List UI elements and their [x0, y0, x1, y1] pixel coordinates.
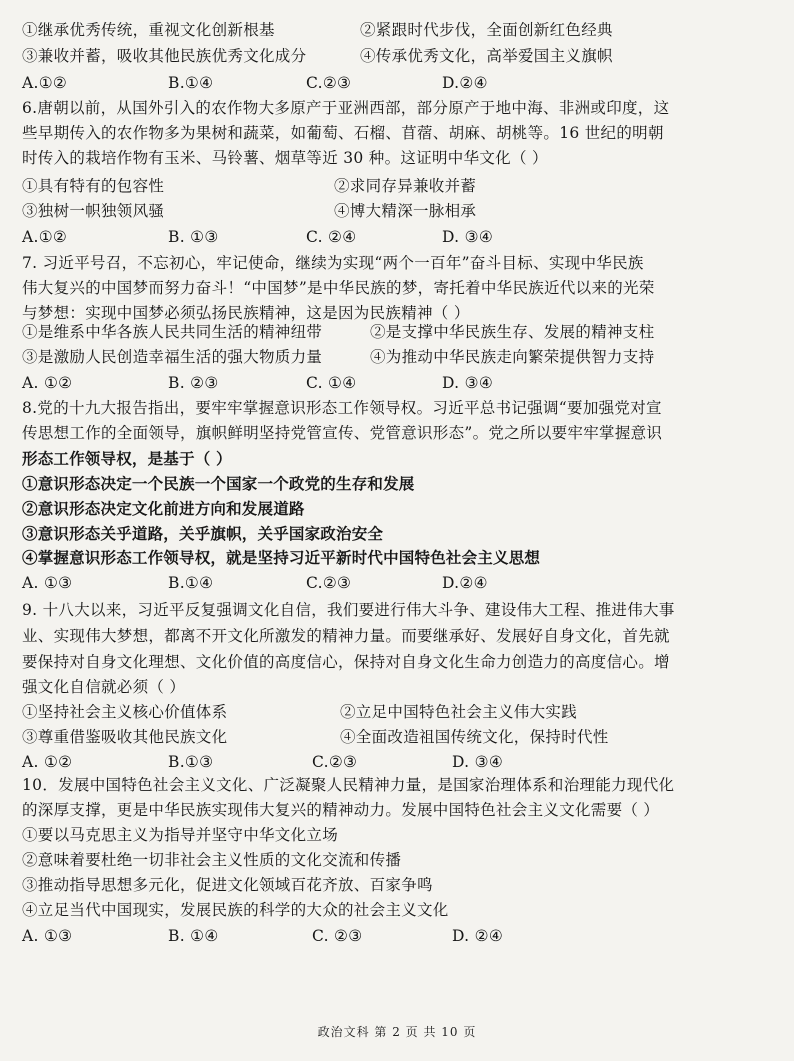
q9-option-d: D. ③④ — [452, 753, 504, 771]
q9-option-b: B.①③ — [168, 753, 214, 771]
q9-stem-line-3: 要保持对自身文化理想、文化价值的高度信心，保持对自身文化生命力创造力的高度信心。增 — [22, 653, 670, 671]
q10-option-a: A. ①③ — [22, 927, 73, 945]
q5-statement-2: ②紧跟时代步伐，全面创新红色经典 — [360, 21, 613, 39]
q6-option-d: D. ③④ — [442, 228, 494, 246]
q9-stem-line-2: 业、实现伟大梦想，都离不开文化所激发的精神力量。而要继承好、发展好自身文化，首先就 — [22, 627, 670, 645]
q10-statement-1: ①要以马克思主义为指导并坚守中华文化立场 — [22, 826, 339, 844]
q5-row-1 — [22, 20, 613, 40]
q10-option-b: B. ①④ — [168, 927, 219, 945]
q8-stem-line-3: 形态工作领导权，是基于（ ） — [22, 449, 232, 468]
q9-statement-2: ②立足中国特色社会主义伟大实践 — [340, 703, 578, 721]
q8-option-c: C.②③ — [306, 574, 352, 592]
q5-option-b: B.①④ — [168, 74, 214, 92]
q5-option-d: D.②④ — [442, 74, 488, 92]
q8-option-a: A. ①③ — [22, 574, 73, 592]
q9-stem-line-1: 9. 十八大以来，习近平反复强调文化自信，我们要进行伟大斗争、建设伟大工程、推进伟大事 — [22, 601, 675, 619]
q6-row-2 — [22, 201, 477, 221]
q6-option-c: C. ②④ — [306, 228, 357, 246]
q5-statement-1: ①继承优秀传统，重视文化创新根基 — [22, 21, 275, 39]
q10-statement-4: ④立足当代中国现实，发展民族的科学的大众的社会主义文化 — [22, 901, 449, 919]
q7-row-2 — [22, 347, 655, 367]
q7-stem-line-3: 与梦想：实现中国梦必须弘扬民族精神，这是因为民族精神（ ） — [22, 304, 470, 322]
q10-stem-line-2: 的深厚支撑，更是中华民族实现伟大复兴的精神动力。发展中国特色社会主义文化需要（ ） — [22, 801, 660, 819]
q8-stem-line-2: 传思想工作的全面领导，旗帜鲜明坚持党管宣传、党管意识形态”。党之所以要牢牢掌握意识 — [22, 424, 663, 442]
q6-stem-line-2: 些早期传入的农作物多为果树和蔬菜，如葡萄、石榴、苜蓿、胡麻、胡桃等。16 世纪的明朝 — [22, 124, 664, 142]
q9-row-2 — [22, 727, 609, 747]
q7-statement-3: ③是激励人民创造幸福生活的强大物质力量 — [22, 348, 323, 366]
q6-stem-line-3: 时传入的栽培作物有玉米、马铃薯、烟草等近 30 种。这证明中华文化（ ） — [22, 149, 548, 167]
q5-option-c: C.②③ — [306, 74, 352, 92]
q5-row-2 — [22, 46, 613, 66]
q7-option-b: B. ②③ — [168, 374, 219, 392]
q6-statement-2: ②求同存异兼收并蓄 — [334, 177, 477, 195]
q7-statement-1: ①是维系中华各族人民共同生活的精神纽带 — [22, 323, 323, 341]
q6-option-b: B. ①③ — [168, 228, 219, 246]
q10-option-d: D. ②④ — [452, 927, 504, 945]
q7-option-c: C. ①④ — [306, 374, 357, 392]
q6-statement-3: ③独树一帜独领风骚 — [22, 202, 165, 220]
q10-statement-3: ③推动指导思想多元化，促进文化领域百花齐放、百家争鸣 — [22, 876, 433, 894]
q8-statement-3: ③意识形态关乎道路，关乎旗帜，关乎国家政治安全 — [22, 524, 384, 543]
q8-stem-line-1: 8.党的十九大报告指出，要牢牢掌握意识形态工作领导权。习近平总书记强调“要加强党对宣 — [22, 399, 662, 417]
q8-option-d: D.②④ — [442, 574, 488, 592]
q10-option-c: C. ②③ — [312, 927, 363, 945]
q9-statement-1: ①坚持社会主义核心价值体系 — [22, 703, 228, 721]
q9-stem-line-4: 强文化自信就必须（ ） — [22, 678, 186, 696]
q5-statement-4: ④传承优秀文化，高举爱国主义旗帜 — [360, 47, 613, 65]
q6-row-1 — [22, 176, 477, 196]
q6-stem-line-1: 6.唐朝以前，从国外引入的农作物大多原产于亚洲西部，部分原产于地中海、非洲或印度，这 — [22, 99, 670, 117]
q7-stem-line-2: 伟大复兴的中国梦而努力奋斗！“中国梦”是中华民族的梦，寄托着中华民族近代以来的光荣 — [22, 279, 655, 297]
page-footer: 政治文科 第 2 页 共 10 页 — [317, 1025, 477, 1039]
q9-row-1 — [22, 702, 578, 722]
q5-statement-3: ③兼收并蓄，吸收其他民族优秀文化成分 — [22, 47, 307, 65]
q5-option-a: A.①② — [22, 74, 68, 92]
q7-option-a: A. ①② — [22, 374, 73, 392]
q7-row-1 — [22, 322, 655, 342]
q6-statement-4: ④博大精深一脉相承 — [334, 202, 477, 220]
q7-stem-line-1: 7. 习近平号召，不忘初心，牢记使命，继续为实现“两个一百年”奋斗目标、实现中华民族 — [22, 254, 644, 272]
q8-statement-2: ②意识形态决定文化前进方向和发展道路 — [22, 499, 305, 518]
q9-statement-4: ④全面改造祖国传统文化，保持时代性 — [340, 728, 609, 746]
q6-statement-1: ①具有特有的包容性 — [22, 177, 165, 195]
q8-statement-4: ④掌握意识形态工作领导权，就是坚持习近平新时代中国特色社会主义思想 — [22, 548, 541, 567]
q10-statement-2: ②意味着要杜绝一切非社会主义性质的文化交流和传播 — [22, 851, 402, 869]
q7-option-d: D. ③④ — [442, 374, 494, 392]
q7-statement-2: ②是支撑中华民族生存、发展的精神支柱 — [370, 323, 655, 341]
q8-statement-1: ①意识形态决定一个民族一个国家一个政党的生存和发展 — [22, 474, 415, 493]
q9-statement-3: ③尊重借鉴吸收其他民族文化 — [22, 728, 228, 746]
q10-stem-line-1: 10．发展中国特色社会主义文化、广泛凝聚人民精神力量，是国家治理体系和治理能力现代化 — [22, 776, 675, 794]
q9-option-c: C.②③ — [312, 753, 358, 771]
q8-option-b: B.①④ — [168, 574, 214, 592]
q9-option-a: A. ①② — [22, 753, 73, 771]
q6-option-a: A.①② — [22, 228, 68, 246]
q7-statement-4: ④为推动中华民族走向繁荣提供智力支持 — [370, 348, 655, 366]
